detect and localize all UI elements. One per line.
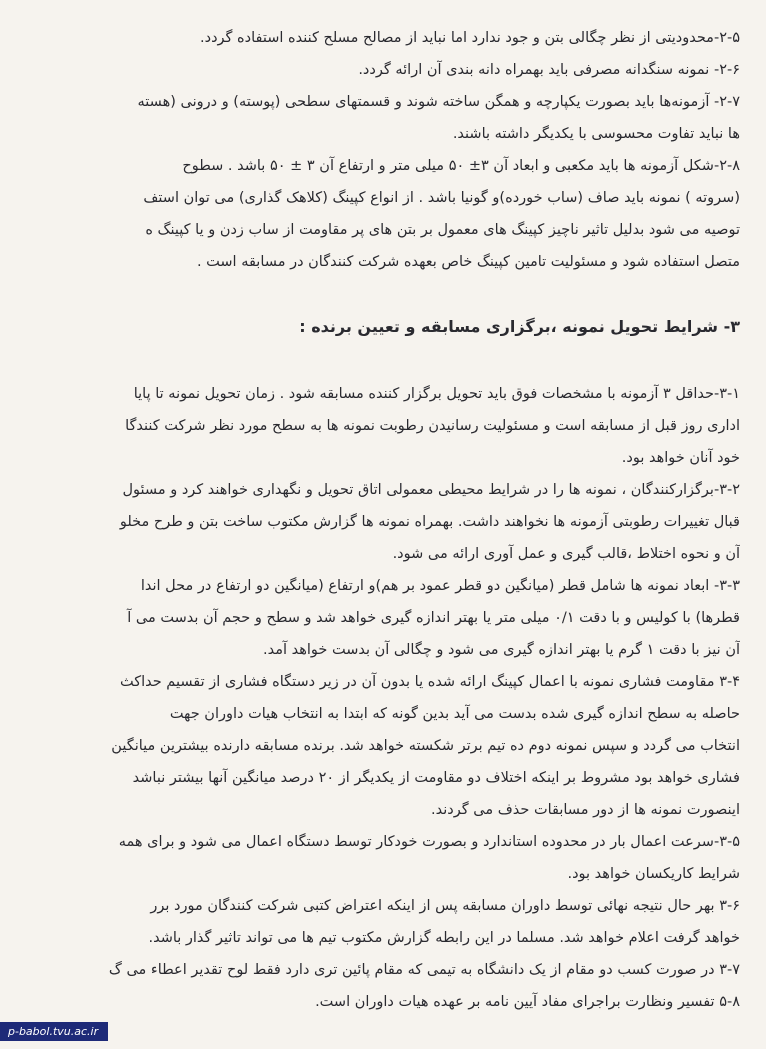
paragraph-item bbox=[22, 666, 740, 826]
paragraph-item bbox=[22, 150, 740, 278]
paragraph-line: آن نیز با دقت ۱ گرم یا بهتر اندازه گیری می شود و چگالی آن بدست خواهد آمد. bbox=[263, 642, 740, 658]
paragraph-item bbox=[22, 826, 740, 890]
paragraph-item bbox=[22, 570, 740, 666]
paragraph-line: ها نباید تفاوت محسوسی با یکدیگر داشته باشند. bbox=[452, 126, 740, 142]
paragraph-line: ۲-۶- نمونه سنگدانه مصرفی باید بهمراه دانه بندی آن ارائه گردد. bbox=[358, 62, 740, 78]
paragraph-line: ۳-۱-حداقل ۳ آزمونه با مشخصات فوق باید تحویل برگزار کننده مسابقه شود . زمان تحویل نمونه تا پایا bbox=[133, 386, 740, 402]
paragraph-line: انتخاب می گردد و سپس نمونه دوم ده تیم برتر شکسته خواهد شد. برنده مسابقه دارنده بیشترین میانگین bbox=[111, 738, 740, 754]
paragraph-line: خواهد گرفت اعلام خواهد شد. مسلما در این رابطه گزارش مکتوب تیم ها می تواند تاثیر گذار باشد. bbox=[148, 930, 740, 946]
section-3-heading: ۳- شرایط تحویل نمونه ،برگزاری مسابقه و تعیین برنده : bbox=[299, 317, 740, 336]
paragraph-line: ۳-۷ در صورت کسب دو مقام از یک دانشگاه به تیمی که مقام پائین تری دارد فقط لوح تقدیر اعطاء می گ bbox=[108, 962, 740, 978]
section-2-items bbox=[22, 22, 740, 278]
paragraph-item bbox=[22, 986, 740, 1018]
paragraph-line: قطرها) با کولیس و با دقت ۰/۱ میلی متر یا بهتر اندازه گیری خواهد شد و سطح و حجم آن بدست می آ bbox=[127, 610, 740, 626]
paragraph-line: قبال تغییرات رطوبتی آزمونه ها نخواهند داشت. بهمراه نمونه ها گزارش مکتوب ساخت بتن و طرح مخلو bbox=[119, 514, 740, 530]
section-3-items bbox=[22, 378, 740, 1018]
paragraph-line: (سروته ) نمونه باید صاف (ساب خورده)و گونیا باشد . از انواع کپینگ (کلاهک گذاری) می توان استف bbox=[143, 190, 740, 206]
paragraph-line: ۳-۴ مقاومت فشاری نمونه با اعمال کپینگ ارائه شده یا بدون آن در زیر دستگاه فشاری از تقسیم حداکث bbox=[119, 674, 740, 690]
paragraph-item bbox=[22, 954, 740, 986]
site-watermark[interactable]: p-babol.tvu.ac.ir bbox=[0, 1022, 108, 1041]
paragraph-line: شرایط کاریکسان خواهد بود. bbox=[567, 866, 740, 882]
paragraph-line: توصیه می شود بدلیل تاثیر ناچیز کپینگ های معمول بر بتن های پر مقاومت از ساب زدن و یا کپینگ ه bbox=[145, 222, 740, 238]
paragraph-item bbox=[22, 86, 740, 150]
paragraph-line: آن و نحوه اختلاط ،قالب گیری و عمل آوری ارائه می شود. bbox=[392, 546, 740, 562]
paragraph-line: اینصورت نمونه ها از دور مسابقات حذف می گردند. bbox=[431, 802, 740, 818]
paragraph-item bbox=[22, 22, 740, 54]
paragraph-line: ۳-۳- ابعاد نمونه ها شامل قطر (میانگین دو قطر عمود بر هم)و ارتفاع (میانگین دو ارتفاع در محل اندا bbox=[140, 578, 740, 594]
paragraph-line: ۲-۵-محدودیتی از نظر چگالی بتن و جود ندارد اما نباید از مصالح مسلح کننده استفاده گردد. bbox=[200, 30, 740, 46]
paragraph-line: اداری روز قبل از مسابقه است و مسئولیت رسانیدن رطوبت نمونه ها به سطح مورد نظر شرکت کنندگا bbox=[125, 418, 740, 434]
paragraph-item bbox=[22, 474, 740, 570]
paragraph-line: ۳-۶ بهر حال نتیجه نهائی توسط داوران مسابقه پس از اینکه اعتراض کتبی شرکت کنندگان مورد برر bbox=[150, 898, 740, 914]
paragraph-line: ۳-۲-برگزارکنندگان ، نمونه ها را در شرایط محیطی معمولی اتاق تحویل و نگهداری خواهند کرد و مسئول bbox=[122, 482, 740, 498]
paragraph-item bbox=[22, 54, 740, 86]
paragraph-line: حاصله به سطح اندازه گیری شده بدست می آید بدین گونه که ابتدا به انتخاب هیات داوران جهت bbox=[169, 706, 740, 722]
paragraph-line: فشاری خواهد بود مشروط بر اینکه اختلاف دو مقاومت از یکدیگر از ۲۰ درصد میانگین آنها بیشتر نباشد bbox=[132, 770, 740, 786]
paragraph-line: ۵-۸ تفسیر ونظارت براجرای مفاد آیین نامه بر عهده هیات داوران است. bbox=[315, 994, 740, 1010]
paragraph-line: ۲-۷- آزمونه‌ها باید بصورت یکپارچه و همگن ساخته شوند و قسمتهای سطحی (پوسته) و درونی (هسته bbox=[137, 94, 740, 110]
paragraph-line: ۲-۸-شکل آزمونه ها باید مکعبی و ابعاد آن ۳± ۵۰ میلی متر و ارتفاع آن ۳ ± ۵۰ باشد . سطوح bbox=[182, 158, 740, 174]
paragraph-item bbox=[22, 890, 740, 954]
paragraph-line: خود آنان خواهد بود. bbox=[621, 450, 740, 466]
paragraph-item bbox=[22, 378, 740, 474]
paragraph-line: متصل استفاده شود و مسئولیت تامین کپینگ خاص بعهده شرکت کنندگان در مسابقه است . bbox=[196, 254, 740, 270]
paragraph-line: ۳-۵-سرعت اعمال بار در محدوده استاندارد و بصورت خودکار توسط دستگاه اعمال می شود و برای همه bbox=[118, 834, 740, 850]
